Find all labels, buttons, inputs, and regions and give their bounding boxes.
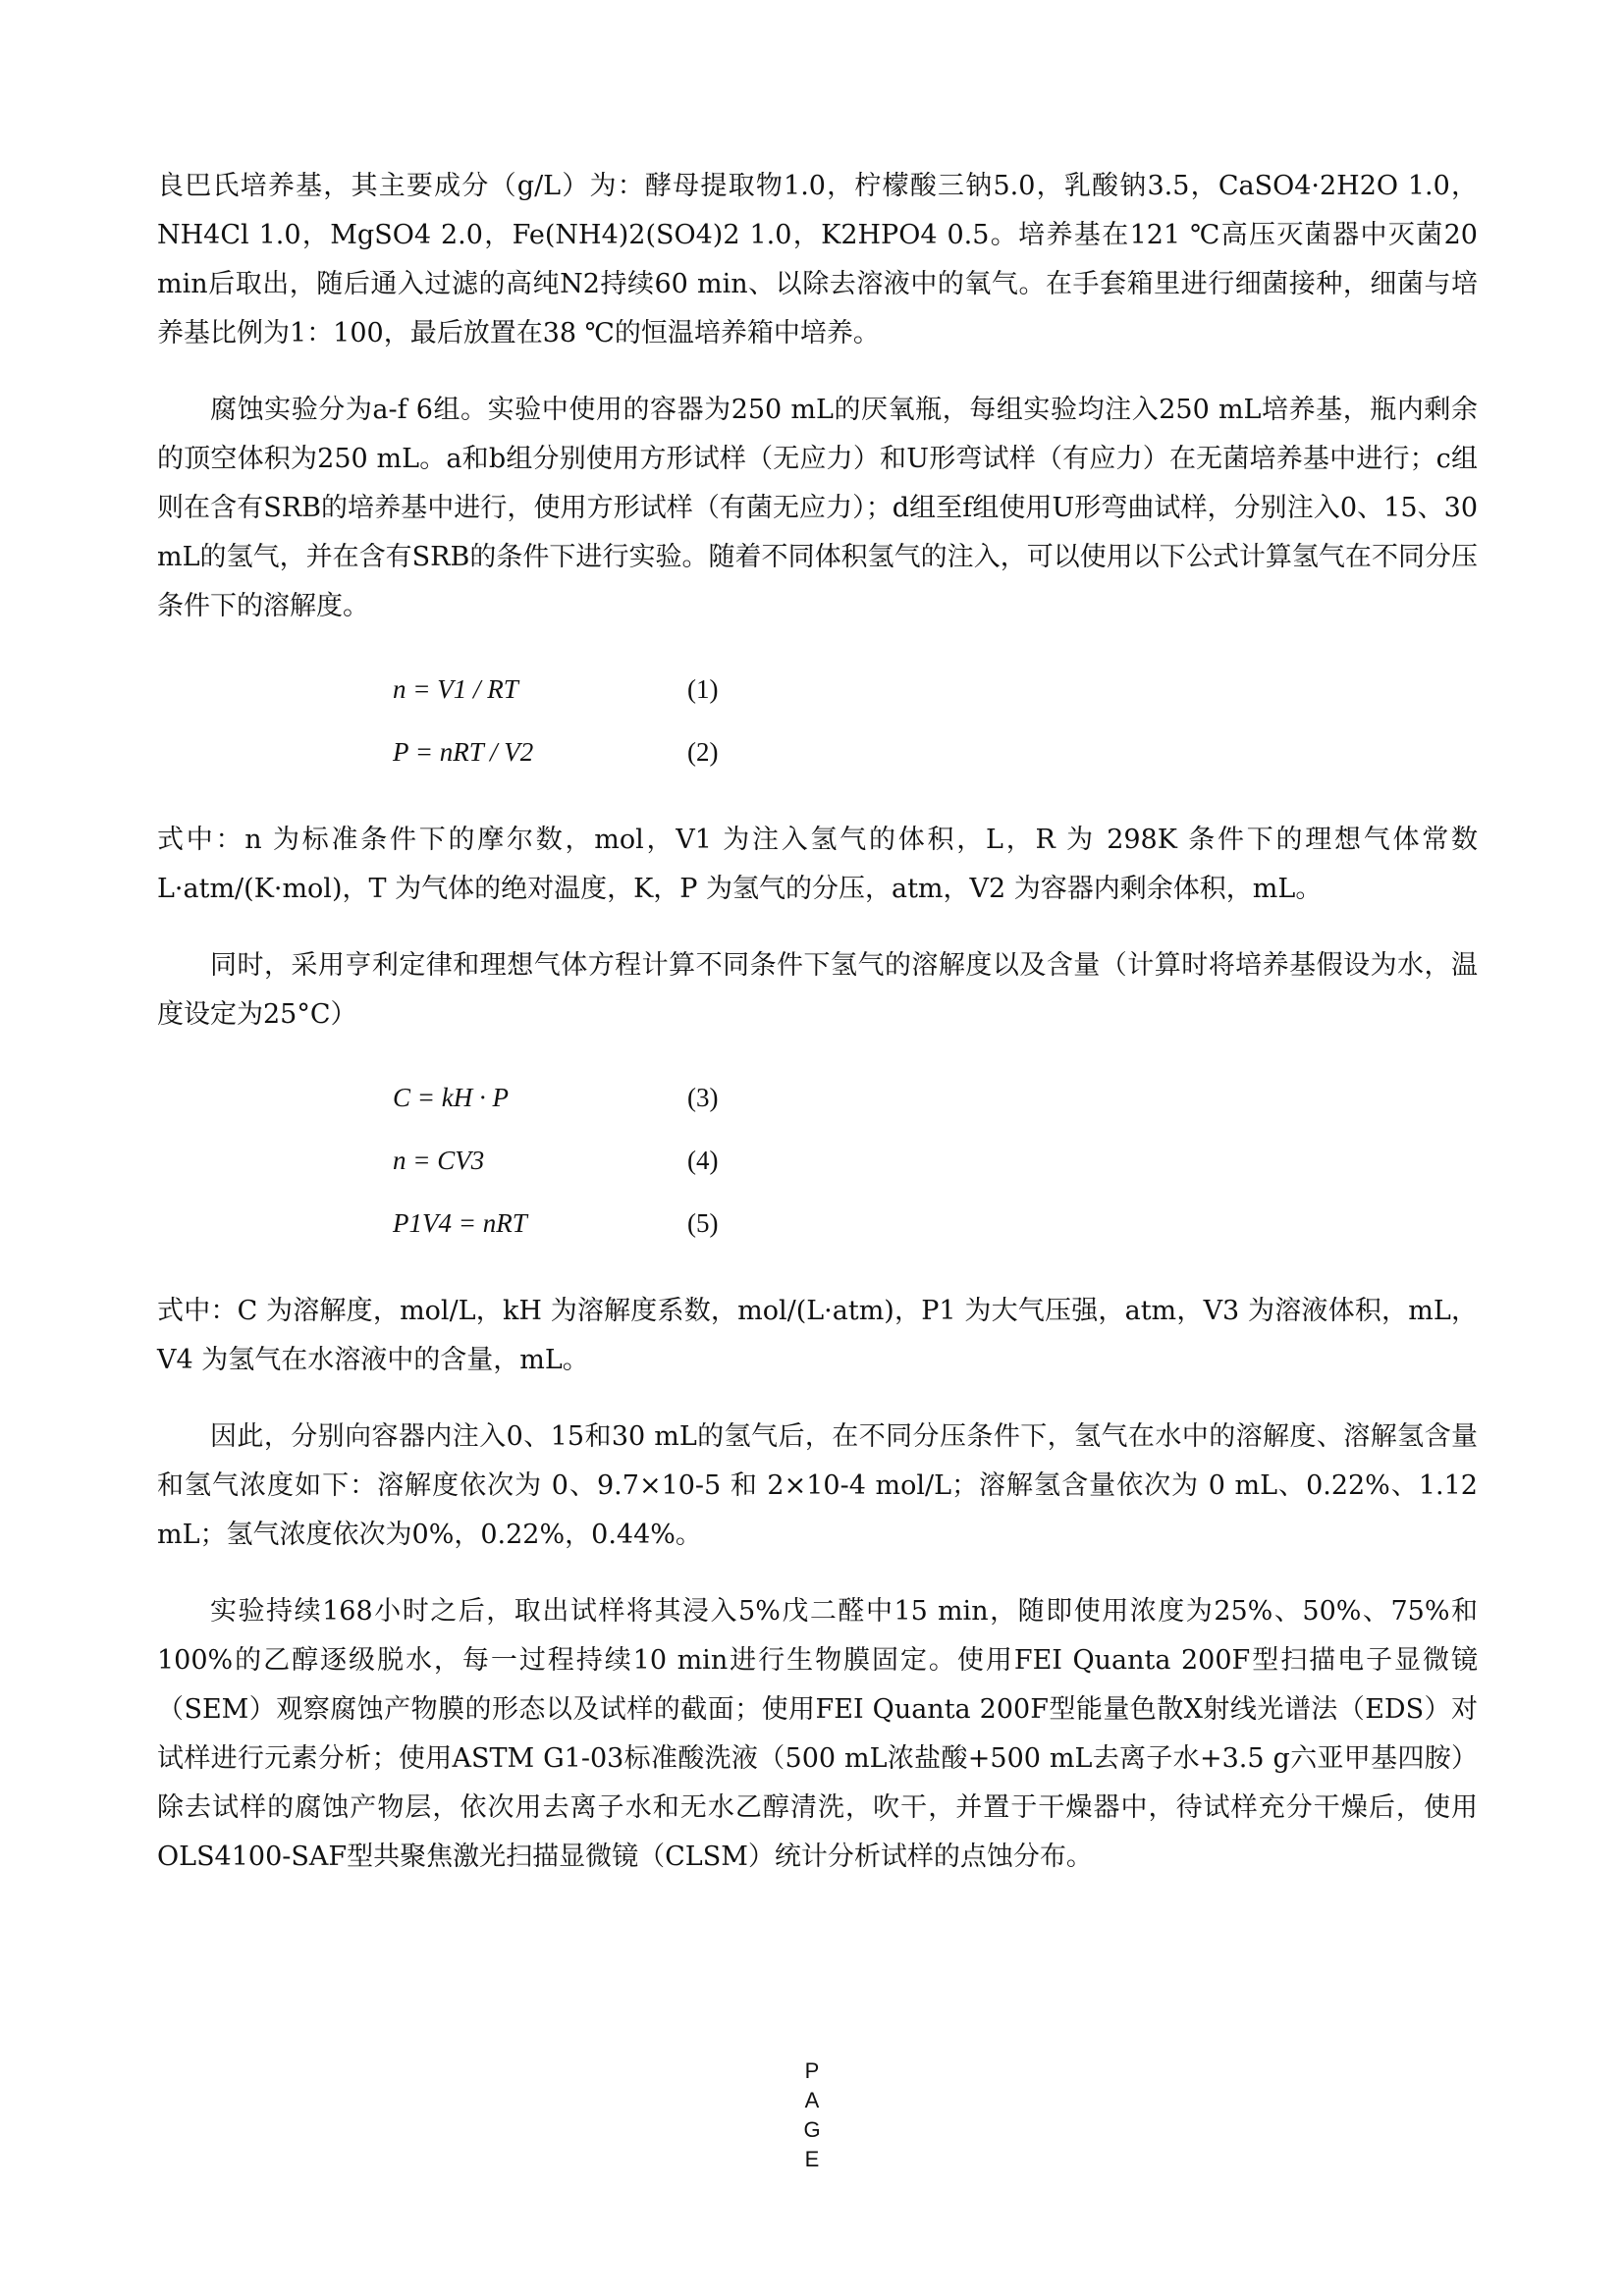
equation-expression: P1V4 = nRT — [393, 1208, 527, 1238]
variable-definitions-2: 式中：C 为溶解度，mol/L，kH 为溶解度系数，mol/(L·atm)，P1 为大气压强，atm，V3 为溶液体积，mL，V4 为氢气在水溶液中的含量，mL。 — [157, 1296, 1478, 1375]
equation-number: (1) — [687, 674, 719, 704]
equation-expression: n = V1 / RT — [393, 674, 518, 704]
footer-letter: G — [803, 2117, 821, 2142]
footer-letter: E — [804, 2147, 820, 2171]
document-page — [157, 162, 1478, 1909]
equation-block-2 — [157, 1069, 1478, 1257]
equation-block-1 — [157, 661, 1478, 786]
paragraph-henry-law: 同时，采用亨利定律和理想气体方程计算不同条件下氢气的溶解度以及含量（计算时将培养基假设为水，温度设定为25°C） — [157, 950, 1478, 1030]
equation-number: (5) — [687, 1208, 719, 1238]
equation-1 — [157, 661, 1478, 723]
equation-number: (2) — [687, 737, 719, 767]
footer-letter: A — [804, 2088, 820, 2112]
equation-number: (3) — [687, 1083, 719, 1112]
paragraph-characterization-methods: 实验持续168小时之后，取出试样将其浸入5%戊二醛中15 min，随即使用浓度为25%、50%、75%和100%的乙醇逐级脱水，每一过程持续10 min进行生物膜固定。使用FEI Quanta 200F型扫描电子显微镜（SEM）观察腐蚀产物膜的形态以及试样的截面；使用FEI Quanta 200F型能量色散X射线光谱法（EDS）对试样进行元素分析；使用ASTM G1-03标准酸洗液（500 mL浓盐酸+500 mL去离子水+3.5 g六亚甲基四胺）除去试样的腐蚀产物层，依次用去离子水和无水乙醇清洗，吹干，并置于干燥器中，待试样充分干燥后，使用OLS4100-SAF型共聚焦激光扫描显微镜（CLSM）统计分析试样的点蚀分布。 — [157, 1596, 1478, 1872]
variable-definitions-1: 式中：n 为标准条件下的摩尔数，mol，V1 为注入氢气的体积，L，R 为 298K 条件下的理想气体常数 L·atm/(K·mol)，T 为气体的绝对温度，K，P 为氢气的分压，atm，V2 为容器内剩余体积，mL。 — [157, 825, 1478, 904]
paragraph-experiment-groups: 腐蚀实验分为a-f 6组。实验中使用的容器为250 mL的厌氧瓶，每组实验均注入250 mL培养基，瓶内剩余的顶空体积为250 mL。a和b组分别使用方形试样（无应力）和U形弯试样（有应力）在无菌培养基中进行；c组则在含有SRB的培养基中进行，使用方形试样（有菌无应力）；d组至f组使用U形弯曲试样，分别注入0、15、30 mL的氢气，并在含有SRB的条件下进行实验。随着不同体积氢气的注入，可以使用以下公式计算氢气在不同分压条件下的溶解度。 — [157, 395, 1478, 621]
paragraph-solubility-results: 因此，分别向容器内注入0、15和30 mL的氢气后，在不同分压条件下，氢气在水中的溶解度、溶解氢含量和氢气浓度如下：溶解度依次为 0、9.7×10-5 和 2×10-4 mol/L；溶解氢含量依次为 0 mL、0.22%、1.12 mL；氢气浓度依次为0%，0.22%，0.44%。 — [157, 1421, 1478, 1550]
equation-number: (4) — [687, 1146, 719, 1175]
equation-expression: C = kH · P — [393, 1083, 509, 1112]
page-footer — [0, 2056, 1624, 2174]
equation-4 — [157, 1132, 1478, 1195]
equation-expression: P = nRT / V2 — [393, 737, 534, 767]
equation-expression: n = CV3 — [393, 1146, 485, 1175]
equation-5 — [157, 1195, 1478, 1257]
equation-3 — [157, 1069, 1478, 1132]
footer-letter: P — [804, 2058, 820, 2083]
paragraph-culture-medium: 良巴氏培养基，其主要成分（g/L）为：酵母提取物1.0，柠檬酸三钠5.0，乳酸钠3.5，CaSO4·2H2O 1.0，NH4Cl 1.0，MgSO4 2.0，Fe(NH4)2(SO4)2 1.0，K2HPO4 0.5。培养基在121 ℃高压灭菌器中灭菌20 min后取出，随后通入过滤的高纯N2持续60 min、以除去溶液中的氧气。在手套箱里进行细菌接种，细菌与培养基比例为1：100，最后放置在38 ℃的恒温培养箱中培养。 — [157, 171, 1478, 348]
equation-2 — [157, 723, 1478, 786]
